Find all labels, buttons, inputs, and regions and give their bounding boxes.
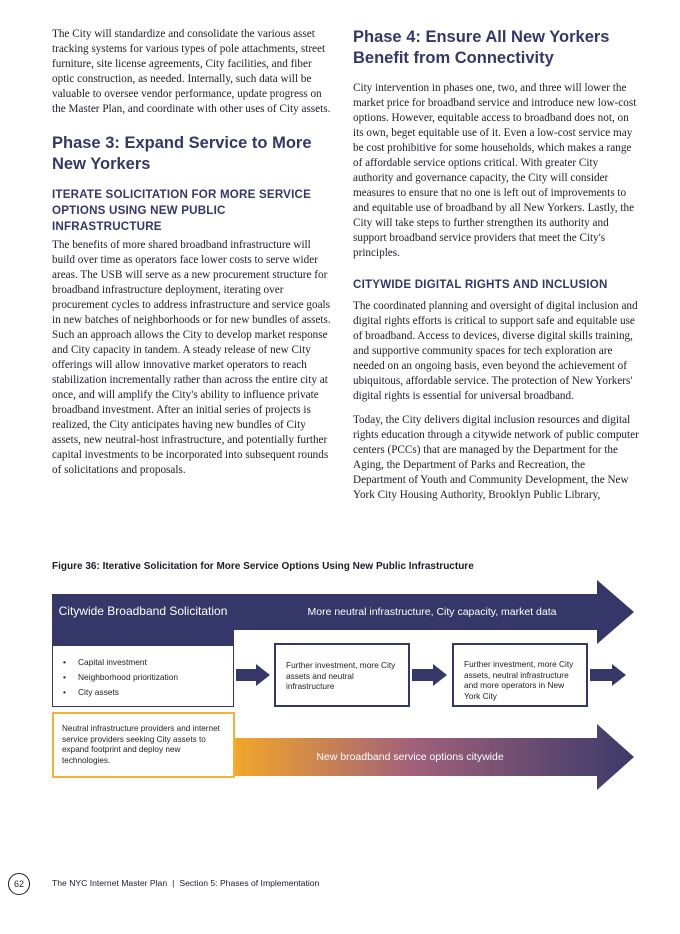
phase-4-heading: Phase 4: Ensure All New Yorkers Benefit from Connectivity xyxy=(353,28,610,67)
left-column xyxy=(52,27,332,478)
list-item: • Neighborhood prioritization xyxy=(63,670,233,685)
digital-rights-paragraph-2: Today, the City delivers digital inclusion resources and digital rights education through a citywide network of public computer centers (PCCs) that are managed by the Department for the Aging, the Department of Parks and Recreation, the Department of Youth and Community Development, the New York City Housing Authority, Brooklyn Public Library, xyxy=(353,414,639,501)
connector-arrow-3 xyxy=(590,664,626,686)
intro-paragraph: The City will standardize and consolidate the various asset tracking systems for various types of pole attachments, street furniture, site license agreements, City facilities, and fiber optic construction, as needed. Internally, such data will be valuable to oversee vendor performance, update progress on the Master Plan, and coordinate with other uses of City assets. xyxy=(52,28,331,115)
service-options-label: New broadband service options citywide xyxy=(316,751,504,763)
infrastructure-band-label: More neutral infrastructure, City capacity, market data xyxy=(307,606,557,618)
digital-rights-paragraph-1: The coordinated planning and oversight of digital inclusion and digital rights efforts is critical to support safe and equitable use of broadband. Access to devices, diverse digital skills training, and supportive community spaces for tech exploration are needed on an ongoing basis, even beyond the achievement of ubiquitous, affordable service. The protection of New Yorkers' digital rights is essential for universal broadband. xyxy=(353,300,638,402)
footer-separator: | xyxy=(172,878,175,888)
step-box-further-investment: Further investment, more City assets and neutral infrastructure xyxy=(274,643,410,707)
solicitation-list xyxy=(52,645,234,707)
solicitation-label: Citywide Broadband Solicitation xyxy=(58,604,228,618)
solicitation-box xyxy=(52,594,234,645)
connector-arrow-2 xyxy=(412,664,447,686)
right-column xyxy=(353,27,639,503)
phase-4-paragraph: City intervention in phases one, two, and three will lower the market price for broadband service and introduce new low-cost options. However, equitable access to broadband does not, on its own, beget equitable use of it. Even a low-cost service may be cost prohibitive for some households, which makes a range of affordable service options critical. With greater City authority and governance capacity, the City will consider measures to ensure that no one is left out of improvements to and equitable use of broadband by all New Yorkers. Lastly, the City will take steps to further strengthen its authority and support broadband service providers that meet the City's principles. xyxy=(353,82,637,259)
providers-box: Neutral infrastructure providers and internet service providers seeking City assets to expand footprint and deploy new technologies. xyxy=(52,712,235,778)
page-number: 62 xyxy=(8,873,30,895)
phase-3-heading: Phase 3: Expand Service to More New Yorkers xyxy=(52,134,312,173)
connector-arrow-1 xyxy=(236,664,270,686)
digital-rights-subheading: CITYWIDE DIGITAL RIGHTS AND INCLUSION xyxy=(353,278,608,291)
iterate-solicitation-paragraph: The benefits of more shared broadband infrastructure will build over time as operators face lower costs to serve wider areas. The USB will serve as a new procurement structure for broadband infrastructure deployment, iterating over procurement cycles to address infrastructure and service goals in new batches of neighborhoods or for new bundles of assets. Such an approach allows the City to develop market response and City capacity in tandem. A steady release of new City offerings will allow innovative market operators to reach stabilization incrementally rather than across the entire city at once, and will amplify the City's ability to influence private broadband investment. After an initial series of projects is realized, the City anticipates having new bundles of City assets, new neutral-host infrastructure, and potentially further capital investments to be incorporated into subsequent rounds of solicitations and proposals. xyxy=(52,239,331,476)
iterate-solicitation-subheading: ITERATE SOLICITATION FOR MORE SERVICE OPTIONS USING NEW PUBLIC INFRASTRUCTURE xyxy=(52,188,312,233)
footer-doc-title: The NYC Internet Master Plan xyxy=(52,878,168,888)
step-box-more-operators: Further investment, more City assets, neutral infrastructure and more operators in New York City xyxy=(452,643,588,707)
list-item: • City assets xyxy=(63,685,233,700)
figure-title: Figure 36: Iterative Solicitation for More Service Options Using New Public Infrastructure xyxy=(52,561,474,572)
footer-section: Section 5: Phases of Implementation xyxy=(179,878,320,888)
footer xyxy=(52,878,319,888)
list-item: • Capital investment xyxy=(63,655,233,670)
